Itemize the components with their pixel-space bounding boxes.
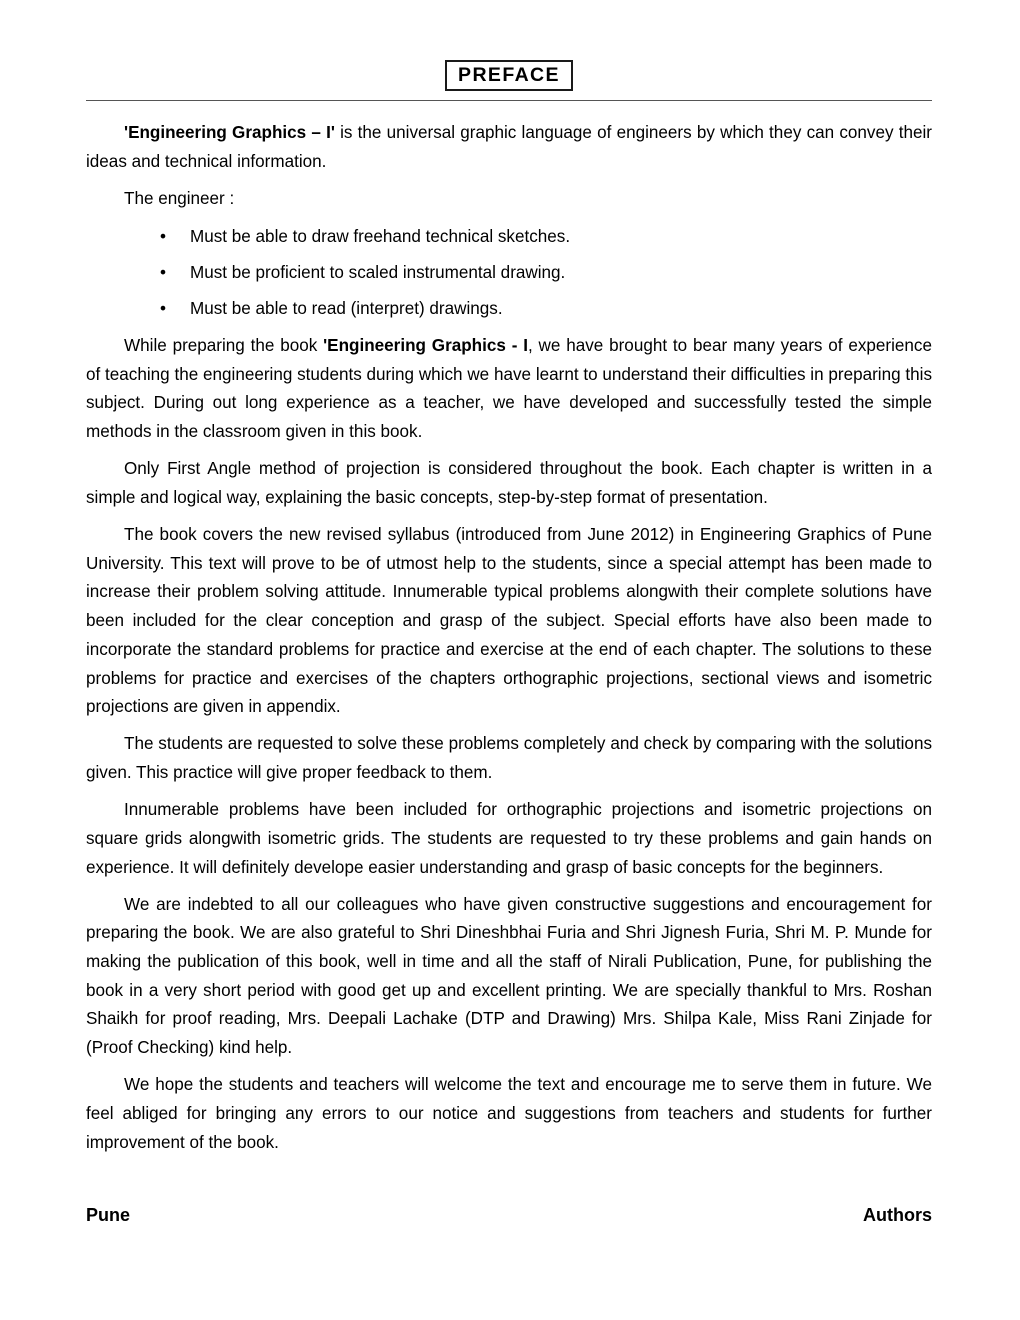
paragraph-engineer-lead: The engineer : (124, 188, 235, 208)
signature-row (86, 1205, 932, 1226)
book-title-bold-1: 'Engineering Graphics – I' (124, 123, 335, 142)
page-title-text: PREFACE (458, 64, 560, 86)
paragraph-while-preparing-rest: , we have brought to bear many years of experience of teaching the engineering students during which we have learnt to understand their difficulties in preparing this subject. During out long experience as a teacher, we have developed and successfully tested the simple methods in the classroom given in this book. (86, 336, 932, 442)
page-title (445, 60, 573, 91)
list-item-label: Must be able to read (interpret) drawings. (190, 298, 503, 318)
page-content (86, 60, 932, 1226)
paragraph-students-requested: The students are requested to solve these problems completely and check by comparing with the solutions given. This practice will give proper feedback to them. (86, 734, 932, 783)
bullet-icon: • (160, 298, 166, 318)
paragraph-syllabus: The book covers the new revised syllabus (introduced from June 2012) in Engineering Graphics of Pune University. This text will prove to be of utmost help to the students, since a special attempt has been made to increase their problem solving attitude. Innumerable typical problems alongwith their complete solutions have been included for the clear conception and grasp of the subject. Special efforts have also been made to incorporate the standard problems for practice and exercise at the end of each chapter. The solutions to these problems for practice and exercises of the chapters orthographic projections, sectional views and isometric projections are given in appendix. (86, 525, 932, 717)
signature-place: Pune (86, 1205, 131, 1226)
list-item (86, 223, 932, 252)
list-item (86, 295, 932, 324)
header-divider (86, 100, 932, 101)
page-title-container (86, 60, 932, 96)
bullet-icon: • (160, 226, 166, 246)
signature-authors: Authors (863, 1205, 932, 1226)
paragraph-while-preparing-lead: While preparing the book (124, 336, 324, 355)
paragraph-innumerable-problems: Innumerable problems have been included for orthographic projections and isometric projections on square grids alongwith isometric grids. The students are requested to try these problems and gain hands on experience. It will definitely develope easier understanding and grasp of basic concepts for the beginners. (86, 800, 932, 877)
bullet-icon: • (160, 262, 166, 282)
list-item-label: Must be able to draw freehand technical sketches. (190, 226, 571, 246)
paragraph-intro-text: is the universal graphic language of engineers by which they can convey their ideas and technical information. (86, 123, 932, 171)
paragraph-closing: We hope the students and teachers will welcome the text and encourage me to serve them in future. We feel abliged for bringing any errors to our notice and suggestions from teachers and students for further improvement of the book. (86, 1075, 932, 1152)
list-item-label: Must be proficient to scaled instrumental drawing. (190, 262, 566, 282)
engineer-requirements-list (86, 223, 932, 324)
paragraph-first-angle: Only First Angle method of projection is considered throughout the book. Each chapter is written in a simple and logical way, explaining the basic concepts, step-by-step format of presentation. (86, 459, 932, 507)
paragraph-while-preparing (86, 332, 932, 447)
list-item (86, 259, 932, 288)
paragraph-acknowledgements: We are indebted to all our colleagues who have given constructive suggestions and encouragement for preparing the book. We are also grateful to Shri Dineshbhai Furia and Shri Jignesh Furia, Shri M. P. Munde for making the publication of this book, well in time and all the staff of Nirali Publication, Pune, for publishing the book in a very short period with good get up and excellent printing. We are specially thankful to Mrs. Roshan Shaikh for proof reading, Mrs. Deepali Lachake (DTP and Drawing) Mrs. Shilpa Kale, Miss Rani Zinjade for (Proof Checking) kind help. (86, 894, 932, 1058)
book-title-bold-2: 'Engineering Graphics - I (323, 336, 528, 355)
paragraph-intro (86, 119, 932, 176)
